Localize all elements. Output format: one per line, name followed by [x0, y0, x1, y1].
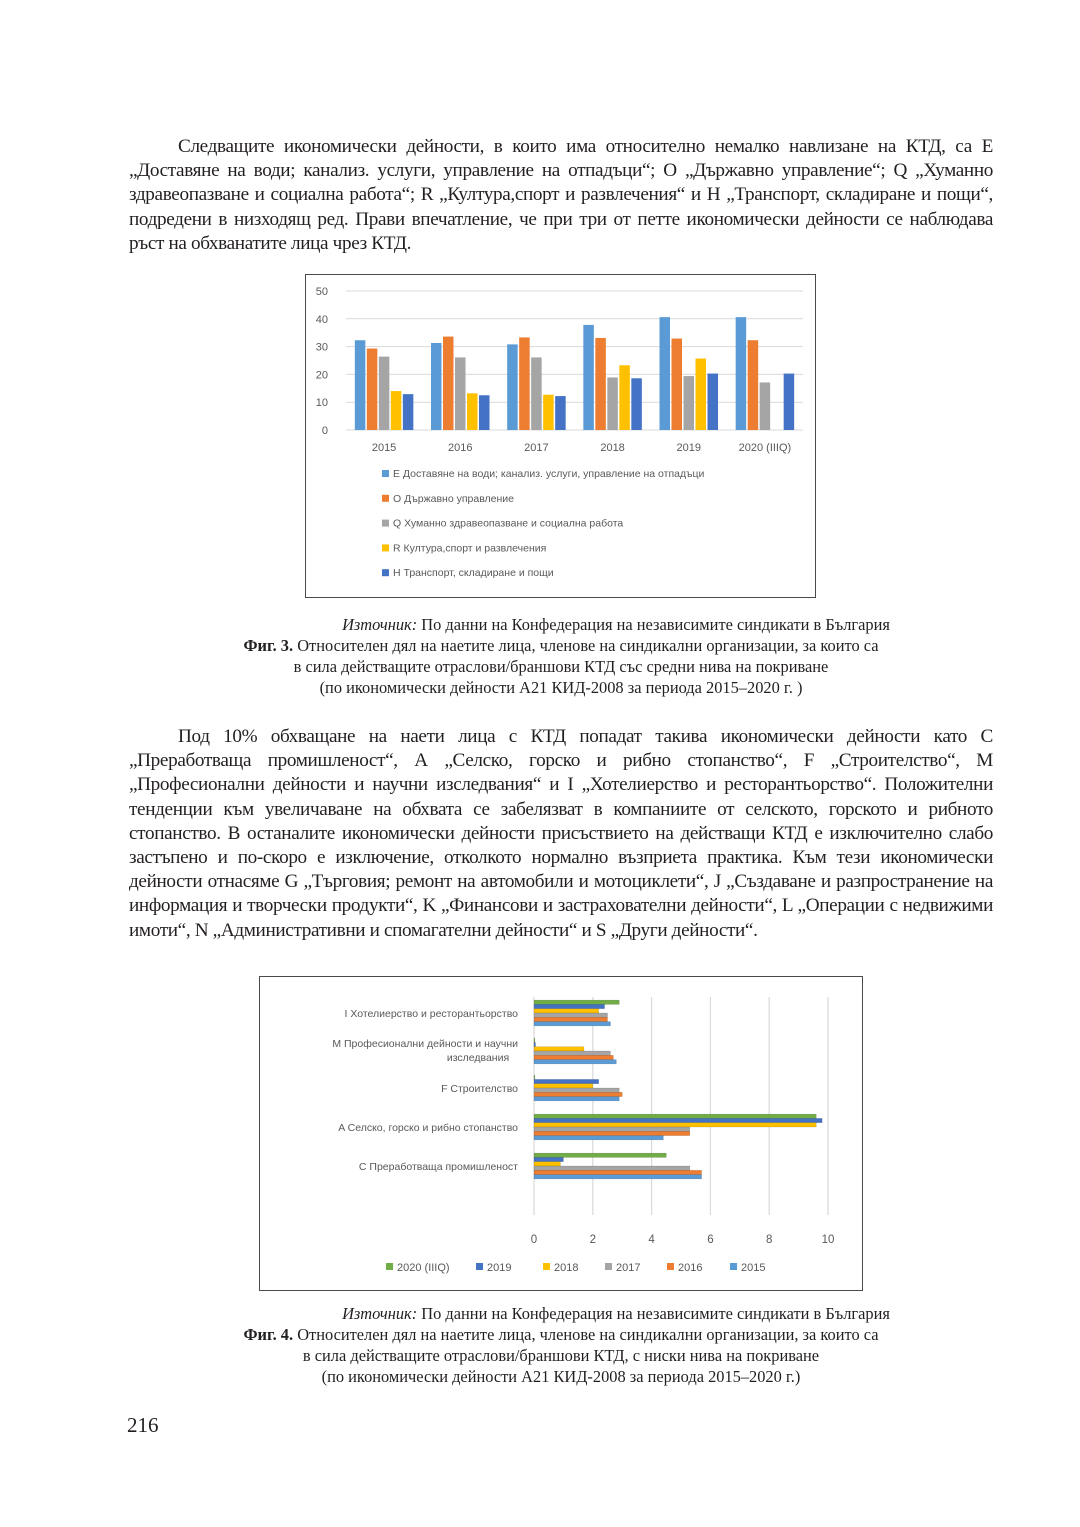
figure-3-source — [129, 614, 993, 635]
legend-swatch — [605, 1263, 612, 1270]
bar — [534, 1055, 613, 1059]
bar — [403, 394, 414, 430]
bar — [534, 1075, 535, 1079]
figure-label: Фиг. 3. — [243, 636, 294, 655]
bar — [760, 382, 771, 430]
bar — [534, 1097, 619, 1101]
bar — [534, 1051, 610, 1055]
bar — [534, 1013, 608, 1017]
bar — [507, 344, 518, 430]
x-tick-label: 4 — [648, 1234, 655, 1246]
y-tick-label: 20 — [315, 369, 328, 382]
bar — [534, 1162, 560, 1166]
figure-4-caption — [129, 1303, 993, 1387]
source-label: Източник: — [342, 1304, 418, 1323]
bar — [534, 1170, 702, 1174]
bar — [431, 343, 442, 430]
x-tick-label: 8 — [765, 1234, 773, 1246]
bar — [534, 1009, 599, 1013]
bar — [534, 1153, 666, 1157]
bar — [534, 1060, 616, 1064]
legend-swatch — [386, 1263, 393, 1270]
bar — [534, 1017, 608, 1021]
bar — [534, 1092, 622, 1096]
bar — [696, 359, 707, 430]
bar — [672, 339, 683, 430]
figure-4-title-line1 — [129, 1324, 993, 1345]
bar — [534, 1088, 619, 1092]
legend-label: Q Хуманно здравеопазване и социална работа — [393, 517, 624, 530]
y-tick-label: C Преработваща промишленост — [358, 1161, 518, 1173]
x-tick-label: 6 — [707, 1234, 714, 1246]
caption-line: Относителен дял на наетите лица, членове на синдикални организации, за които са — [293, 636, 879, 655]
bar — [534, 1042, 535, 1046]
legend-label: 2020 (IIIQ) — [397, 1262, 450, 1274]
bar — [367, 349, 377, 430]
figure-4-svg — [260, 977, 862, 1290]
bar — [534, 1038, 535, 1042]
bar — [534, 1022, 610, 1026]
bar — [534, 1175, 702, 1179]
x-tick-label: 2015 — [371, 442, 397, 454]
bar — [455, 357, 466, 430]
y-tick-label: 10 — [315, 397, 328, 410]
bar — [534, 1000, 619, 1004]
bar — [595, 338, 606, 430]
legend-label: 2017 — [616, 1262, 641, 1274]
figure-3-svg — [306, 275, 815, 597]
x-tick-label: 2020 (IIIQ) — [738, 442, 792, 454]
legend-label: 2015 — [741, 1262, 766, 1274]
x-tick-label: 2 — [589, 1234, 597, 1246]
bar — [355, 340, 366, 430]
legend-swatch — [476, 1263, 483, 1270]
bar — [607, 377, 618, 430]
figure-label: Фиг. 4. — [243, 1325, 294, 1344]
bar — [619, 365, 630, 430]
bar — [391, 391, 402, 430]
bar — [534, 1079, 599, 1083]
bar — [534, 1157, 563, 1161]
legend-swatch — [382, 470, 389, 477]
source-text: По данни на Конфедерация на независимите синдикати в България — [417, 615, 890, 634]
source-label: Източник: — [342, 615, 418, 634]
bar — [379, 357, 390, 430]
y-tick-label: 40 — [315, 313, 328, 326]
bar — [534, 1004, 605, 1008]
figure-3-title-line3: (по икономически дейности А21 КИД-2008 за периода 2015–2020 г. ) — [319, 678, 803, 697]
y-tick-label: 0 — [321, 425, 328, 437]
legend-label: 2018 — [554, 1262, 579, 1274]
bar — [555, 396, 566, 430]
x-tick-label: 2018 — [600, 442, 625, 454]
bar — [534, 1166, 690, 1170]
paragraph-low-coverage: Под 10% обхващане на наети лица с КТД попадат такива икономически дейности като С „Преработваща промишленост“, А „Селско, горско и рибно стопанство“, F „Строителство“, М „Професионални дейности и научни изследвания“ и I „Хотелиерство и ресторантьорство“. Положителни тенденции към увеличаване на обхвата се забелязват в компаниите от селското, горското и рибното стопанство. В останалите икономически дейности присъствието на действащи КТД е изключително слабо застъпено и по-скоро е изключение, отколкото нормално възприета практика. Към тези икономически дейности отнасяме G „Търговия; ремонт на автомобили и мотоциклети“, J „Създаване и разпространение на информация и творчески продукти“, K „Финансови и застрахователни дейности“, L „Операции с недвижими имоти“, N „Административни и спомагателни дейности“ и S „Други дейности“. — [129, 726, 993, 941]
legend-swatch — [730, 1263, 737, 1270]
legend-label: O Държавно управление — [393, 492, 515, 505]
bar — [534, 1118, 822, 1122]
legend-swatch — [382, 569, 389, 576]
bar — [736, 317, 747, 430]
bar — [534, 1047, 584, 1051]
bar — [583, 325, 594, 430]
legend-label: R Култура,спорт и развлечения — [393, 542, 547, 555]
caption-line: Относителен дял на наетите лица, членове на синдикални организации, за които са — [293, 1325, 879, 1344]
figure-4-title-line3: (по икономически дейности А21 КИД-2008 за периода 2015–2020 г.) — [321, 1367, 801, 1386]
x-tick-label: 2016 — [448, 442, 473, 454]
figure-4-title-line2: в сила действащите отраслови/браншови КТД, с ниски нива на покриване — [302, 1346, 820, 1365]
x-tick-label: 2017 — [524, 442, 549, 454]
y-tick-label: 50 — [315, 286, 328, 298]
x-tick-label: 10 — [821, 1234, 835, 1246]
bar — [534, 1084, 593, 1088]
paragraph-intro: Следващите икономически дейности, в които има относително немалко навлизане на КТД, са E „Доставяне на води; канализ. услуги, управление на отпадъци“; О „Държавно управление“; Q „Хуманно здравеопазване и социална работа“; R „Култура,спорт и развлечения“ и H „Транспорт, складиране и пощи“, подредени в низходящ ред. Прави впечатление, че при три от петте икономически дейности се наблюдава ръст на обхванатите лица чрез КТД. — [129, 136, 993, 254]
bar — [748, 340, 759, 430]
bar — [531, 357, 542, 430]
legend-swatch — [382, 520, 389, 527]
bar — [467, 393, 478, 430]
bar — [534, 1131, 690, 1135]
source-text: По данни на Конфедерация на независимите синдикати в България — [417, 1304, 890, 1323]
bar — [684, 376, 695, 430]
bar — [534, 1123, 816, 1127]
bar — [708, 374, 719, 430]
bar — [534, 1136, 663, 1140]
legend-swatch — [382, 544, 389, 551]
legend-swatch — [382, 495, 389, 502]
bar — [631, 378, 642, 430]
bar — [543, 395, 554, 430]
figure-3-title-line1 — [129, 635, 993, 656]
figure-3-title-line2: в сила действащите отраслови/браншови КТД със средни нива на покриване — [293, 657, 829, 676]
bar — [534, 1114, 816, 1118]
legend-label: 2019 — [487, 1262, 512, 1274]
figure-3-caption — [129, 614, 993, 698]
y-tick-label: I Хотелиерство и ресторантьорство — [344, 1008, 518, 1020]
y-tick-label: M Професионални дейности и научни — [332, 1038, 518, 1050]
legend-label: 2016 — [678, 1262, 703, 1274]
y-tick-label: F Строителство — [441, 1083, 518, 1095]
bar — [519, 337, 530, 430]
bar — [534, 1127, 690, 1131]
figure-4-source — [129, 1303, 993, 1324]
bar — [660, 317, 671, 430]
bar — [443, 337, 454, 430]
figure-3-chart — [305, 274, 816, 598]
page-number: 216 — [127, 1413, 159, 1437]
bar — [784, 374, 795, 430]
x-tick-label: 0 — [530, 1234, 538, 1246]
legend-swatch — [667, 1263, 674, 1270]
y-tick-label: 30 — [315, 341, 328, 354]
figure-4-chart — [259, 976, 863, 1291]
legend-label: H Транспорт, складиране и пощи — [393, 567, 554, 580]
y-tick-label: A Селско, горско и рибно стопанство — [338, 1122, 518, 1134]
legend-swatch — [543, 1263, 550, 1270]
legend-label: E Доставяне на води; канализ. услуги, управление на отпадъци — [393, 468, 705, 480]
x-tick-label: 2019 — [676, 442, 701, 454]
y-tick-label: изследвания — [446, 1052, 510, 1064]
bar — [479, 395, 490, 430]
